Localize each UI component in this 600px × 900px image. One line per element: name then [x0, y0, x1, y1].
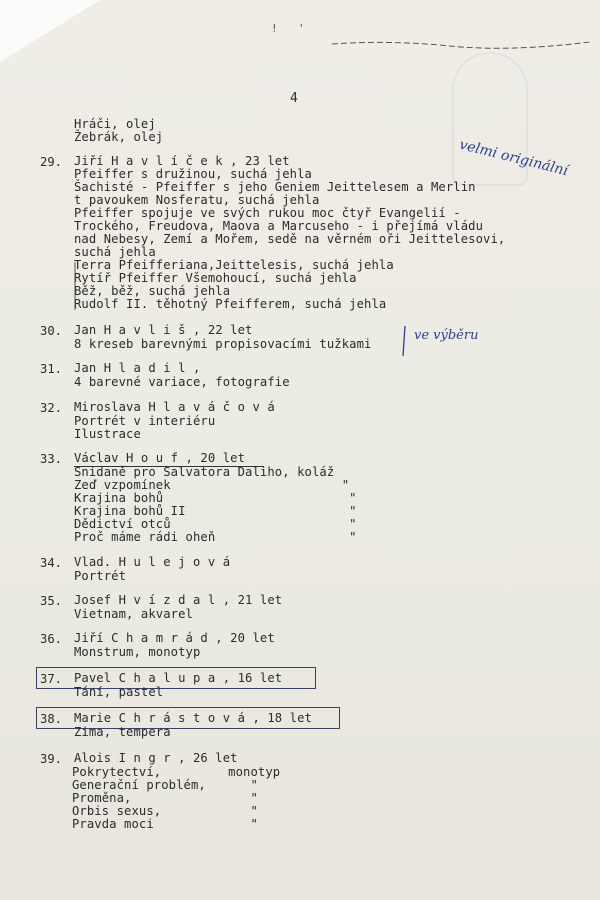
pencil-scribble	[330, 32, 600, 52]
entry-number: 35.	[40, 594, 63, 608]
entry-number: 34.	[40, 556, 63, 570]
entry-number: 33.	[40, 452, 63, 466]
work-item: Proč máme rádi oheň "	[74, 530, 357, 544]
entry-number: 31.	[40, 362, 63, 376]
entry-number: 36.	[40, 632, 63, 646]
work-item: 4 barevné variace, fotografie	[74, 375, 290, 389]
work-item: Krajina bohů II "	[74, 504, 357, 518]
entry-number: 32.	[40, 401, 63, 415]
work-item: Portrét	[74, 569, 127, 583]
artist-name: Jan H l a d i l ,	[74, 361, 201, 375]
work-item: 8 kreseb barevnými propisovacími tužkami	[74, 337, 372, 351]
artist-name: Jiří C h a m r á d , 20 let	[74, 631, 275, 645]
work-item: t pavoukem Nosferatu, suchá jehla	[74, 193, 320, 207]
page-number: 4	[290, 91, 298, 106]
work-item: Tání, pastel	[74, 685, 164, 699]
ink-bracket	[400, 324, 408, 358]
artist-name: Jan H a v l i š , 22 let	[74, 323, 253, 337]
intro-line: Hráči, olej	[74, 117, 156, 131]
work-item: Pravda moci "	[72, 817, 258, 831]
work-item: Rytíř Pfeiffer Všemohoucí, suchá jehla	[74, 271, 357, 285]
artist-name: Pavel C h a l u p a , 16 let	[74, 671, 283, 685]
bracket-mark	[72, 262, 78, 312]
work-item: Zeď vzpomínek "	[74, 478, 350, 492]
intro-line: Žebrák, olej	[74, 130, 164, 144]
work-item: Pfeiffer s družinou, suchá jehla	[74, 167, 312, 181]
entry-number: 38.	[40, 712, 63, 726]
entry-number: 39.	[40, 752, 63, 766]
work-item: Portrét v interiéru	[74, 414, 216, 428]
artist-name: Alois I n g r , 26 let	[74, 751, 238, 765]
margin-mark: !	[271, 22, 278, 35]
work-item: Krajina bohů "	[74, 491, 357, 505]
artist-name: Vlad. H u l e j o v á	[74, 555, 231, 569]
work-item: Zima, tempera	[74, 725, 171, 739]
artist-name: Marie C h r á s t o v á , 18 let	[74, 711, 312, 725]
work-item: Terra Pfeifferiana,Jeittelesis, suchá jehla	[74, 258, 394, 272]
entry-number: 30.	[40, 324, 63, 338]
work-item: Snídaně pro Salvatora Daliho, koláž	[74, 465, 335, 479]
work-item: Běž, běž, suchá jehla	[74, 284, 231, 298]
work-item: Pokrytectví, monotyp	[72, 765, 281, 779]
work-item: Dědictví otců "	[74, 517, 357, 531]
work-item: Generační problém, "	[72, 778, 258, 792]
entry-number: 37.	[40, 672, 63, 686]
work-item: Vietnam, akvarel	[74, 607, 193, 621]
artist-name: Jiří H a v l í č e k , 23 let	[74, 154, 290, 168]
work-item: Ilustrace	[74, 427, 141, 441]
work-item: Šachisté - Pfeiffer s jeho Geniem Jeittelesem a Merlin	[74, 180, 476, 194]
work-item: Monstrum, monotyp	[74, 645, 201, 659]
work-item: Pfeiffer spojuje ve svých rukou moc čtyř Evangelií -	[74, 206, 461, 220]
folded-corner	[0, 0, 100, 62]
work-item: suchá jehla	[74, 245, 156, 259]
artist-name: Miroslava H l a v á č o v á	[74, 400, 275, 414]
work-item: nad Nebesy, Zemí a Mořem, sedě na věrném oři Jeittelesovi,	[74, 232, 506, 246]
artist-name: Josef H v í z d a l , 21 let	[74, 593, 283, 607]
artist-name: Václav H o u f , 20 let	[74, 451, 246, 465]
work-item: Proměna, "	[72, 791, 258, 805]
margin-mark: '	[298, 22, 305, 35]
work-item: Rudolf II. těhotný Pfeifferem, suchá jehla	[74, 297, 387, 311]
handwritten-note: ve výběru	[414, 328, 479, 343]
work-item: Trockého, Freudova, Maova a Marcuseho - i přejímá vládu	[74, 219, 484, 233]
work-item: Orbis sexus, "	[72, 804, 258, 818]
handwritten-note: velmi originální	[457, 136, 570, 180]
entry-number: 29.	[40, 155, 63, 169]
